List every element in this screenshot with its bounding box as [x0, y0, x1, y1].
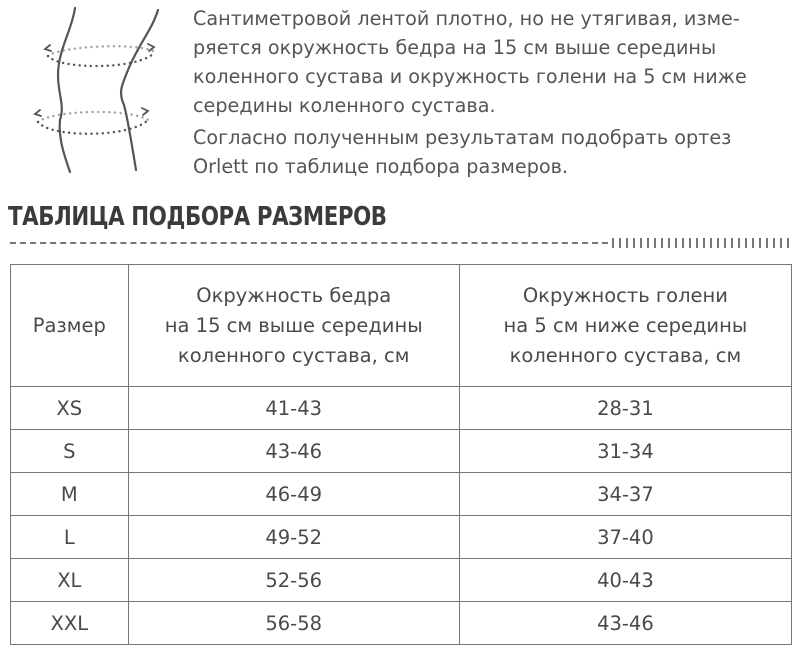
table-row — [11, 516, 792, 559]
cell-size: XS — [11, 387, 129, 430]
shin-measure-ring-front — [38, 120, 148, 134]
shin-arrow-left-icon — [35, 110, 41, 116]
cell-shin: 43-46 — [459, 602, 791, 645]
title-divider — [10, 242, 608, 244]
table-row — [11, 473, 792, 516]
thigh-arrow-left-icon — [45, 45, 51, 51]
header-thigh: Окружность бедра на 15 см выше середины коленного сустава, см — [128, 265, 459, 387]
leg-outline-left — [58, 8, 75, 172]
cell-size: S — [11, 430, 129, 473]
cell-thigh: 41-43 — [128, 387, 459, 430]
cell-shin: 34-37 — [459, 473, 791, 516]
cell-thigh: 49-52 — [128, 516, 459, 559]
leg-measurement-illustration — [30, 0, 170, 175]
instructions-paragraph-1: Сантиметровой лентой плотно, но не утягивая, изме- ряется окружность бедра на 15 см выше середины коленного сустава и окружность голени на 5 см ниже середины коленного сустава. — [193, 7, 747, 117]
thigh-measure-ring-front — [48, 52, 155, 66]
cell-thigh: 56-58 — [128, 602, 459, 645]
cell-size: XL — [11, 559, 129, 602]
leg-outline-right — [121, 10, 158, 170]
cell-shin: 31-34 — [459, 430, 791, 473]
cell-size: L — [11, 516, 129, 559]
size-table — [10, 264, 792, 645]
section-title: ТАБЛИЦА ПОДБОРА РАЗМЕРОВ — [8, 202, 387, 232]
shin-arrow-right-icon — [142, 108, 148, 115]
cell-size: M — [11, 473, 129, 516]
table-header-row — [11, 265, 792, 387]
table-row — [11, 387, 792, 430]
cell-thigh: 43-46 — [128, 430, 459, 473]
cell-shin: 37-40 — [459, 516, 791, 559]
shin-measure-ring-back — [38, 112, 148, 122]
cell-shin: 40-43 — [459, 559, 791, 602]
cell-thigh: 46-49 — [128, 473, 459, 516]
cell-thigh: 52-56 — [128, 559, 459, 602]
cell-shin: 28-31 — [459, 387, 791, 430]
header-size: Размер — [11, 265, 129, 387]
measurement-instructions — [193, 4, 793, 182]
header-shin: Окружность голени на 5 см ниже середины коленного сустава, см — [459, 265, 791, 387]
table-row — [11, 559, 792, 602]
table-row — [11, 602, 792, 645]
instructions-paragraph-2: Согласно полученным результатам подобрать ортез Orlett по таблице подбора размеров. — [193, 126, 732, 178]
table-row — [11, 430, 792, 473]
title-divider-ticks — [612, 238, 794, 248]
cell-size: XXL — [11, 602, 129, 645]
